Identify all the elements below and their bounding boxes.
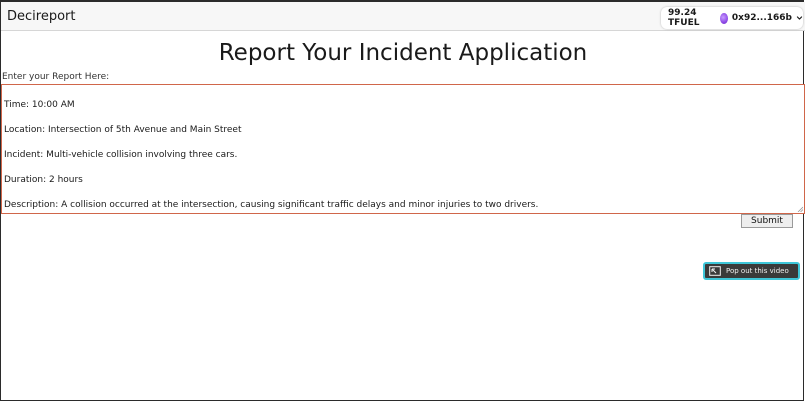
wallet-address: 0x92...166b bbox=[731, 13, 792, 23]
page-title: Report Your Incident Application bbox=[218, 40, 588, 66]
wallet-avatar-icon bbox=[720, 13, 728, 24]
report-line-description: Description: A collision occurred at the intersection, causing significant traffic delays and minor injuries to two drivers. bbox=[4, 200, 539, 210]
report-input-label: Enter your Report Here: bbox=[2, 72, 110, 82]
pop-out-video-button[interactable] bbox=[703, 262, 800, 280]
chevron-down-icon[interactable] bbox=[796, 13, 803, 23]
wallet-balance: 99.24 TFUEL bbox=[668, 8, 700, 28]
top-bar bbox=[1, 2, 805, 31]
report-line-duration: Duration: 2 hours bbox=[4, 175, 83, 185]
report-textarea[interactable] bbox=[1, 84, 805, 214]
report-line-time: Time: 10:00 AM bbox=[4, 100, 75, 110]
submit-button[interactable]: Submit bbox=[741, 214, 793, 228]
pop-out-label: Pop out this video bbox=[726, 267, 789, 275]
app-title[interactable]: Decireport bbox=[7, 9, 76, 24]
report-line-location: Location: Intersection of 5th Avenue and Main Street bbox=[4, 125, 242, 135]
wallet-button[interactable] bbox=[661, 7, 803, 29]
resize-grip-icon[interactable] bbox=[797, 206, 803, 212]
picture-in-picture-icon bbox=[709, 266, 721, 276]
report-line-incident: Incident: Multi-vehicle collision involving three cars. bbox=[4, 150, 238, 160]
